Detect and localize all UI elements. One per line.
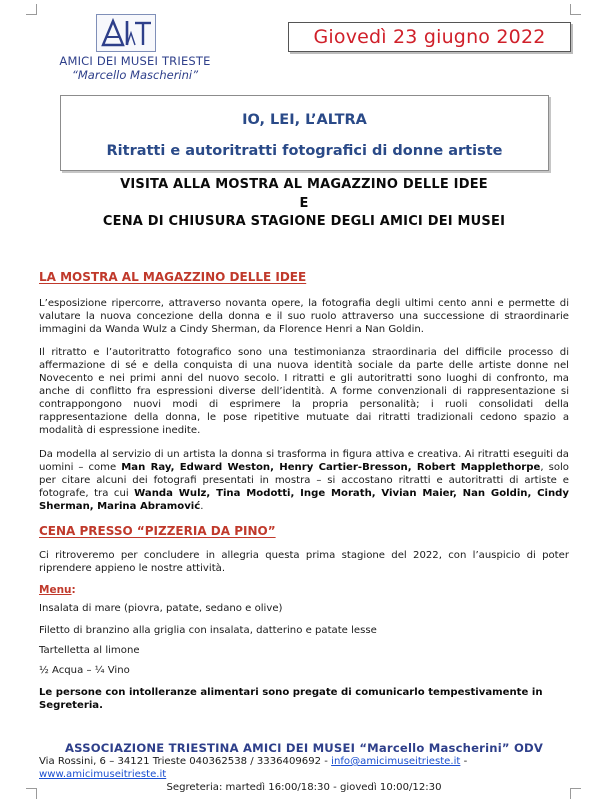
exhibition-paragraph-2: Il ritratto e l’autoritratto fotografico sono una testimonianza straordinaria del difficile processo di affermazione di sé e della conquista di una nuova identità sociale da parte delle artiste donne nel Novecento e nei primi anni del nuovo secolo. I ritratti e gli autoritratti sono luoghi di confronto, ma anche di conflitto fra espressioni diverse dell’identità. A forme convenzionali di rappresentazione si contrappongono nuovi modi di esprimere la propria personalità; i ruoli consolidati della rappresentazione della donna, le pose ripetitive mutuate dai ritratti tradizionali cedono spazio a modalità di espressione inedite. [39, 347, 569, 436]
event-date-box [288, 22, 571, 52]
exhibition-paragraph-3 [39, 448, 569, 513]
exhibition-title: IO, LEI, L’ALTRA [242, 112, 367, 128]
menu-label: Menu [39, 584, 72, 596]
menu-item: Tartelletta al limone [39, 645, 140, 656]
menu-item: ½ Acqua – ¼ Vino [39, 665, 130, 676]
headline-and: E [299, 196, 309, 211]
section-title-dinner: CENA PRESSO “PIZZERIA DA PINO” [39, 524, 276, 538]
logo-mark-icon [97, 15, 155, 51]
menu-item: Insalata di mare (piovra, patate, sedano e olive) [39, 603, 283, 614]
paragraph-3-end: . [200, 501, 204, 512]
footer-contact-line [39, 756, 467, 767]
paragraph-3-intro: Da modella al servizio di un artista la donna si trasforma in figura attiva e creativa. Ai ritratti eseguiti da uomini – come [39, 449, 569, 473]
organization-subtitle: “Marcello Mascherini” [71, 68, 199, 82]
section-title-exhibition: LA MOSTRA AL MAGAZZINO DELLE IDEE [39, 270, 307, 284]
event-date: Giovedì 23 giugno 2022 [313, 26, 546, 48]
headline-visit: VISITA ALLA MOSTRA AL MAGAZZINO DELLE IDEE [120, 177, 488, 192]
footer-office-hours: Segreteria: martedì 16:00/18:30 - giovedì 10:00/12:30 [166, 782, 442, 793]
crop-mark-top-left [26, 4, 37, 15]
headline-dinner: CENA DI CHIUSURA STAGIONE DEGLI AMICI DEI MUSEI [102, 214, 506, 229]
dinner-paragraph: Ci ritroveremo per concludere in allegria questa prima stagione del 2022, con l’auspicio di poter riprendere appieno le nostre attività. [39, 550, 569, 574]
exhibition-subtitle: Ritratti e autoritratti fotografici di donne artiste [106, 143, 503, 159]
footer-address: Via Rossini, 6 – 34121 Trieste 040362538 / 3336409692 - [39, 756, 332, 767]
exhibition-paragraph-1: L’esposizione ripercorre, attraverso novanta opere, la fotografia degli ultimi cento anni e permette di valutare la nuova concezione della donna e il suo ruolo attraverso una successione di straordinarie immagini da Wanda Wulz a Cindy Sherman, da Florence Henri a Nan Goldin. [39, 298, 569, 335]
footer-association-name: ASSOCIAZIONE TRIESTINA AMICI DEI MUSEI “Marcello Mascherini” ODV [65, 741, 543, 755]
male-photographers: Man Ray, Edward Weston, Henry Cartier-Bresson, Robert Mapplethorpe [121, 462, 541, 473]
footer-email-link[interactable]: info@amicimuseitrieste.it [331, 756, 461, 767]
footer-website-link[interactable]: www.amicimuseitrieste.it [39, 769, 167, 780]
menu-item: Filetto di branzino alla griglia con insalata, datterino e patate lesse [39, 625, 377, 636]
female-photographers: Wanda Wulz, Tina Modotti, Inge Morath, Vivian Maier, Nan Goldin, Cindy Sherman, Marina Abramović [39, 488, 569, 512]
menu-heading [39, 584, 76, 596]
footer-website-line [39, 769, 166, 780]
exhibition-title-box [60, 95, 549, 171]
crop-mark-top-right [570, 4, 581, 15]
paragraph-3-middle: , solo per citare alcuni dei fotografi presentati in mostra – si accostano ritratti e autoritratti di artiste e fotografe, tra cui [39, 462, 569, 499]
logo [96, 14, 156, 52]
organization-name: AMICI DEI MUSEI TRIESTE [59, 54, 211, 68]
footer-address-tail: - [460, 756, 468, 767]
menu-colon: : [71, 584, 76, 596]
allergy-note: Le persone con intolleranze alimentari sono pregate di comunicarlo tempestivamente in Segreteria. [39, 687, 543, 711]
